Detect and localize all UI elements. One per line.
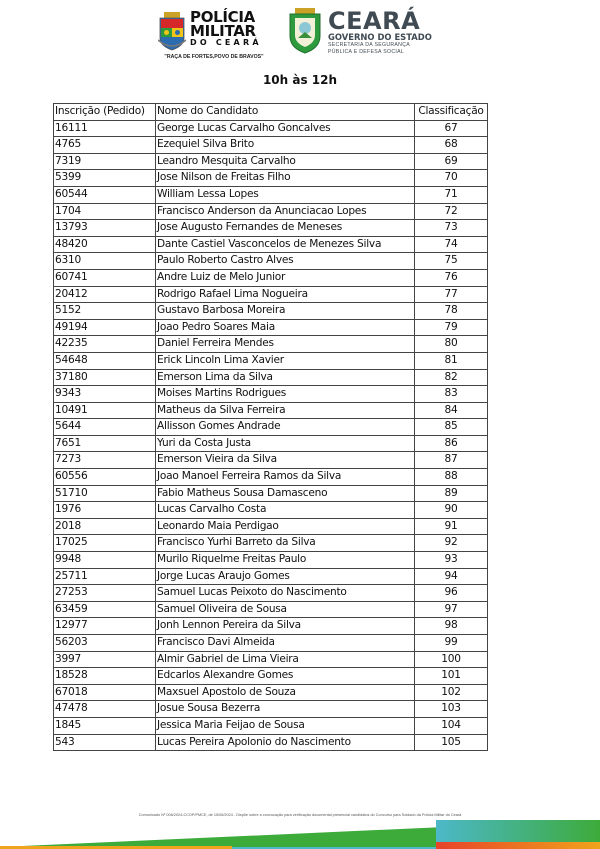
table-row: [54, 153, 488, 170]
cell-nome: Lucas Carvalho Costa: [156, 502, 415, 519]
cell-inscricao: 16111: [54, 120, 156, 137]
ceara-logo-line3: SECRETARIA DA SEGURANÇA: [328, 42, 411, 48]
table-header-row: [54, 104, 488, 121]
table-row: [54, 717, 488, 734]
table-row: [54, 303, 488, 320]
ceara-logo-text: [328, 7, 432, 55]
cell-inscricao: 6310: [54, 253, 156, 270]
cell-classificacao: 104: [415, 717, 488, 734]
page-title: 10h às 12h: [262, 73, 338, 87]
ceara-logo-line1: CEARÁ: [328, 7, 421, 35]
cell-classificacao: 105: [415, 734, 488, 751]
cell-nome: William Lessa Lopes: [156, 186, 415, 203]
cell-inscricao: 13793: [54, 220, 156, 237]
cell-classificacao: 67: [415, 120, 488, 137]
table-row: [54, 651, 488, 668]
cell-inscricao: 1845: [54, 717, 156, 734]
cell-nome: Joao Manoel Ferreira Ramos da Silva: [156, 469, 415, 486]
table-row: [54, 618, 488, 635]
cell-nome: Joao Pedro Soares Maia: [156, 319, 415, 336]
ceara-logo-line4: PÚBLICA E DEFESA SOCIAL: [328, 48, 405, 55]
cell-classificacao: 85: [415, 419, 488, 436]
header-nome: Nome do Candidato: [156, 104, 415, 121]
cell-nome: Emerson Lima da Silva: [156, 369, 415, 386]
table-row: [54, 469, 488, 486]
table-row: [54, 435, 488, 452]
cell-inscricao: 27253: [54, 585, 156, 602]
cell-nome: Daniel Ferreira Mendes: [156, 336, 415, 353]
cell-inscricao: 2018: [54, 518, 156, 535]
cell-classificacao: 103: [415, 701, 488, 718]
cell-nome: Jose Nilson de Freitas Filho: [156, 170, 415, 187]
cell-nome: Matheus da Silva Ferreira: [156, 402, 415, 419]
cell-classificacao: 81: [415, 352, 488, 369]
cell-inscricao: 49194: [54, 319, 156, 336]
table-row: [54, 552, 488, 569]
cell-inscricao: 37180: [54, 369, 156, 386]
cell-inscricao: 543: [54, 734, 156, 751]
cell-inscricao: 4765: [54, 137, 156, 154]
table-row: [54, 369, 488, 386]
cell-nome: Allisson Gomes Andrade: [156, 419, 415, 436]
cell-inscricao: 48420: [54, 236, 156, 253]
cell-nome: Leandro Mesquita Carvalho: [156, 153, 415, 170]
table-row: [54, 419, 488, 436]
cell-inscricao: 5399: [54, 170, 156, 187]
table-row: [54, 236, 488, 253]
table-row: [54, 352, 488, 369]
cell-nome: Paulo Roberto Castro Alves: [156, 253, 415, 270]
cell-nome: Leonardo Maia Perdigao: [156, 518, 415, 535]
cell-nome: Lucas Pereira Apolonio do Nascimento: [156, 734, 415, 751]
table-row: [54, 220, 488, 237]
table-row: [54, 386, 488, 403]
table-row: [54, 319, 488, 336]
cell-classificacao: 89: [415, 485, 488, 502]
cell-inscricao: 47478: [54, 701, 156, 718]
cell-nome: Murilo Riquelme Freitas Paulo: [156, 552, 415, 569]
cell-classificacao: 79: [415, 319, 488, 336]
cell-nome: Emerson Vieira da Silva: [156, 452, 415, 469]
cell-classificacao: 88: [415, 469, 488, 486]
table-row: [54, 336, 488, 353]
cell-nome: Samuel Oliveira de Sousa: [156, 601, 415, 618]
cell-classificacao: 100: [415, 651, 488, 668]
table-row: [54, 635, 488, 652]
cell-inscricao: 9343: [54, 386, 156, 403]
table-row: [54, 668, 488, 685]
table-row: [54, 269, 488, 286]
table-body: [54, 120, 488, 751]
cell-nome: Jorge Lucas Araujo Gomes: [156, 568, 415, 585]
cell-inscricao: 67018: [54, 684, 156, 701]
cell-classificacao: 99: [415, 635, 488, 652]
cell-classificacao: 86: [415, 435, 488, 452]
table-row: [54, 286, 488, 303]
cell-classificacao: 83: [415, 386, 488, 403]
table-row: [54, 186, 488, 203]
cell-classificacao: 93: [415, 552, 488, 569]
ceara-logo-line2: GOVERNO DO ESTADO: [328, 32, 432, 42]
cell-nome: Andre Luiz de Melo Junior: [156, 269, 415, 286]
cell-classificacao: 69: [415, 153, 488, 170]
cell-nome: Francisco Anderson da Anunciacao Lopes: [156, 203, 415, 220]
cell-inscricao: 5644: [54, 419, 156, 436]
cell-nome: Moises Martins Rodrigues: [156, 386, 415, 403]
cell-classificacao: 97: [415, 601, 488, 618]
cell-nome: Dante Castiel Vasconcelos de Menezes Silva: [156, 236, 415, 253]
pm-logo-line3: DO CEARÁ: [190, 38, 262, 47]
cell-classificacao: 84: [415, 402, 488, 419]
cell-inscricao: 3997: [54, 651, 156, 668]
table-row: [54, 203, 488, 220]
cell-inscricao: 7319: [54, 153, 156, 170]
footer-text: Comunicado Nº 006/2024-CCOP/PMCE, de 15/06/2024 - Dispõe sobre a convocação para verificação documental presencial candidatos do Concurso para Soldado da Polícia Militar do Ceará: [138, 813, 462, 817]
table-row: [54, 452, 488, 469]
table-row: [54, 585, 488, 602]
cell-nome: Fabio Matheus Sousa Damasceno: [156, 485, 415, 502]
cell-classificacao: 87: [415, 452, 488, 469]
table-row: [54, 502, 488, 519]
cell-nome: Ezequiel Silva Brito: [156, 137, 415, 154]
cell-classificacao: 72: [415, 203, 488, 220]
table-row: [54, 568, 488, 585]
cell-classificacao: 98: [415, 618, 488, 635]
cell-inscricao: 18528: [54, 668, 156, 685]
cell-inscricao: 56203: [54, 635, 156, 652]
cell-classificacao: 82: [415, 369, 488, 386]
cell-classificacao: 76: [415, 269, 488, 286]
cell-nome: Maxsuel Apostolo de Souza: [156, 684, 415, 701]
cell-classificacao: 94: [415, 568, 488, 585]
candidates-table: [53, 103, 488, 751]
cell-nome: Jessica Maria Feijao de Sousa: [156, 717, 415, 734]
cell-classificacao: 77: [415, 286, 488, 303]
table-row: [54, 170, 488, 187]
header-classificacao: Classificação: [415, 104, 488, 121]
header-inscricao: Inscrição (Pedido): [54, 104, 156, 121]
cell-inscricao: 7273: [54, 452, 156, 469]
cell-inscricao: 7651: [54, 435, 156, 452]
ceara-coat-of-arms-icon: [288, 8, 322, 54]
cell-nome: Francisco Yurhi Barreto da Silva: [156, 535, 415, 552]
table-row: [54, 120, 488, 137]
table-row: [54, 734, 488, 751]
table-row: [54, 253, 488, 270]
cell-nome: Gustavo Barbosa Moreira: [156, 303, 415, 320]
cell-nome: George Lucas Carvalho Goncalves: [156, 120, 415, 137]
cell-nome: Almir Gabriel de Lima Vieira: [156, 651, 415, 668]
cell-classificacao: 70: [415, 170, 488, 187]
cell-classificacao: 78: [415, 303, 488, 320]
cell-classificacao: 75: [415, 253, 488, 270]
cell-classificacao: 74: [415, 236, 488, 253]
cell-inscricao: 5152: [54, 303, 156, 320]
cell-inscricao: 60544: [54, 186, 156, 203]
cell-nome: Jose Augusto Fernandes de Meneses: [156, 220, 415, 237]
cell-nome: Edcarlos Alexandre Gomes: [156, 668, 415, 685]
cell-classificacao: 92: [415, 535, 488, 552]
cell-classificacao: 101: [415, 668, 488, 685]
cell-inscricao: 1976: [54, 502, 156, 519]
police-crest-icon: [158, 12, 186, 52]
cell-inscricao: 42235: [54, 336, 156, 353]
cell-nome: Rodrigo Rafael Lima Nogueira: [156, 286, 415, 303]
pm-logo-line1: POLÍCIA: [190, 8, 255, 26]
cell-classificacao: 73: [415, 220, 488, 237]
pm-logo-text: [190, 10, 262, 48]
footer-color-band: [0, 820, 600, 849]
cell-nome: Francisco Davi Almeida: [156, 635, 415, 652]
cell-inscricao: 51710: [54, 485, 156, 502]
cell-inscricao: 20412: [54, 286, 156, 303]
table-row: [54, 701, 488, 718]
cell-classificacao: 102: [415, 684, 488, 701]
cell-nome: Samuel Lucas Peixoto do Nascimento: [156, 585, 415, 602]
cell-nome: Erick Lincoln Lima Xavier: [156, 352, 415, 369]
cell-classificacao: 91: [415, 518, 488, 535]
cell-nome: Yuri da Costa Justa: [156, 435, 415, 452]
table-row: [54, 684, 488, 701]
cell-inscricao: 17025: [54, 535, 156, 552]
cell-nome: Jonh Lennon Pereira da Silva: [156, 618, 415, 635]
pm-logo-line2: MILITAR: [190, 22, 256, 40]
cell-classificacao: 71: [415, 186, 488, 203]
cell-inscricao: 9948: [54, 552, 156, 569]
cell-inscricao: 1704: [54, 203, 156, 220]
cell-inscricao: 54648: [54, 352, 156, 369]
cell-inscricao: 25711: [54, 568, 156, 585]
cell-classificacao: 80: [415, 336, 488, 353]
table-row: [54, 485, 488, 502]
cell-inscricao: 12977: [54, 618, 156, 635]
cell-inscricao: 60741: [54, 269, 156, 286]
table-row: [54, 535, 488, 552]
table-row: [54, 601, 488, 618]
table-row: [54, 518, 488, 535]
governo-ceara-logo: [288, 8, 438, 62]
cell-nome: Josue Sousa Bezerra: [156, 701, 415, 718]
cell-classificacao: 68: [415, 137, 488, 154]
policia-militar-logo: [158, 10, 268, 62]
cell-inscricao: 63459: [54, 601, 156, 618]
pm-logo-motto: "RAÇA DE FORTES,POVO DE BRAVOS": [164, 54, 264, 60]
page-header: [0, 6, 600, 64]
cell-classificacao: 96: [415, 585, 488, 602]
cell-inscricao: 10491: [54, 402, 156, 419]
table-row: [54, 137, 488, 154]
cell-classificacao: 90: [415, 502, 488, 519]
cell-inscricao: 60556: [54, 469, 156, 486]
table-row: [54, 402, 488, 419]
